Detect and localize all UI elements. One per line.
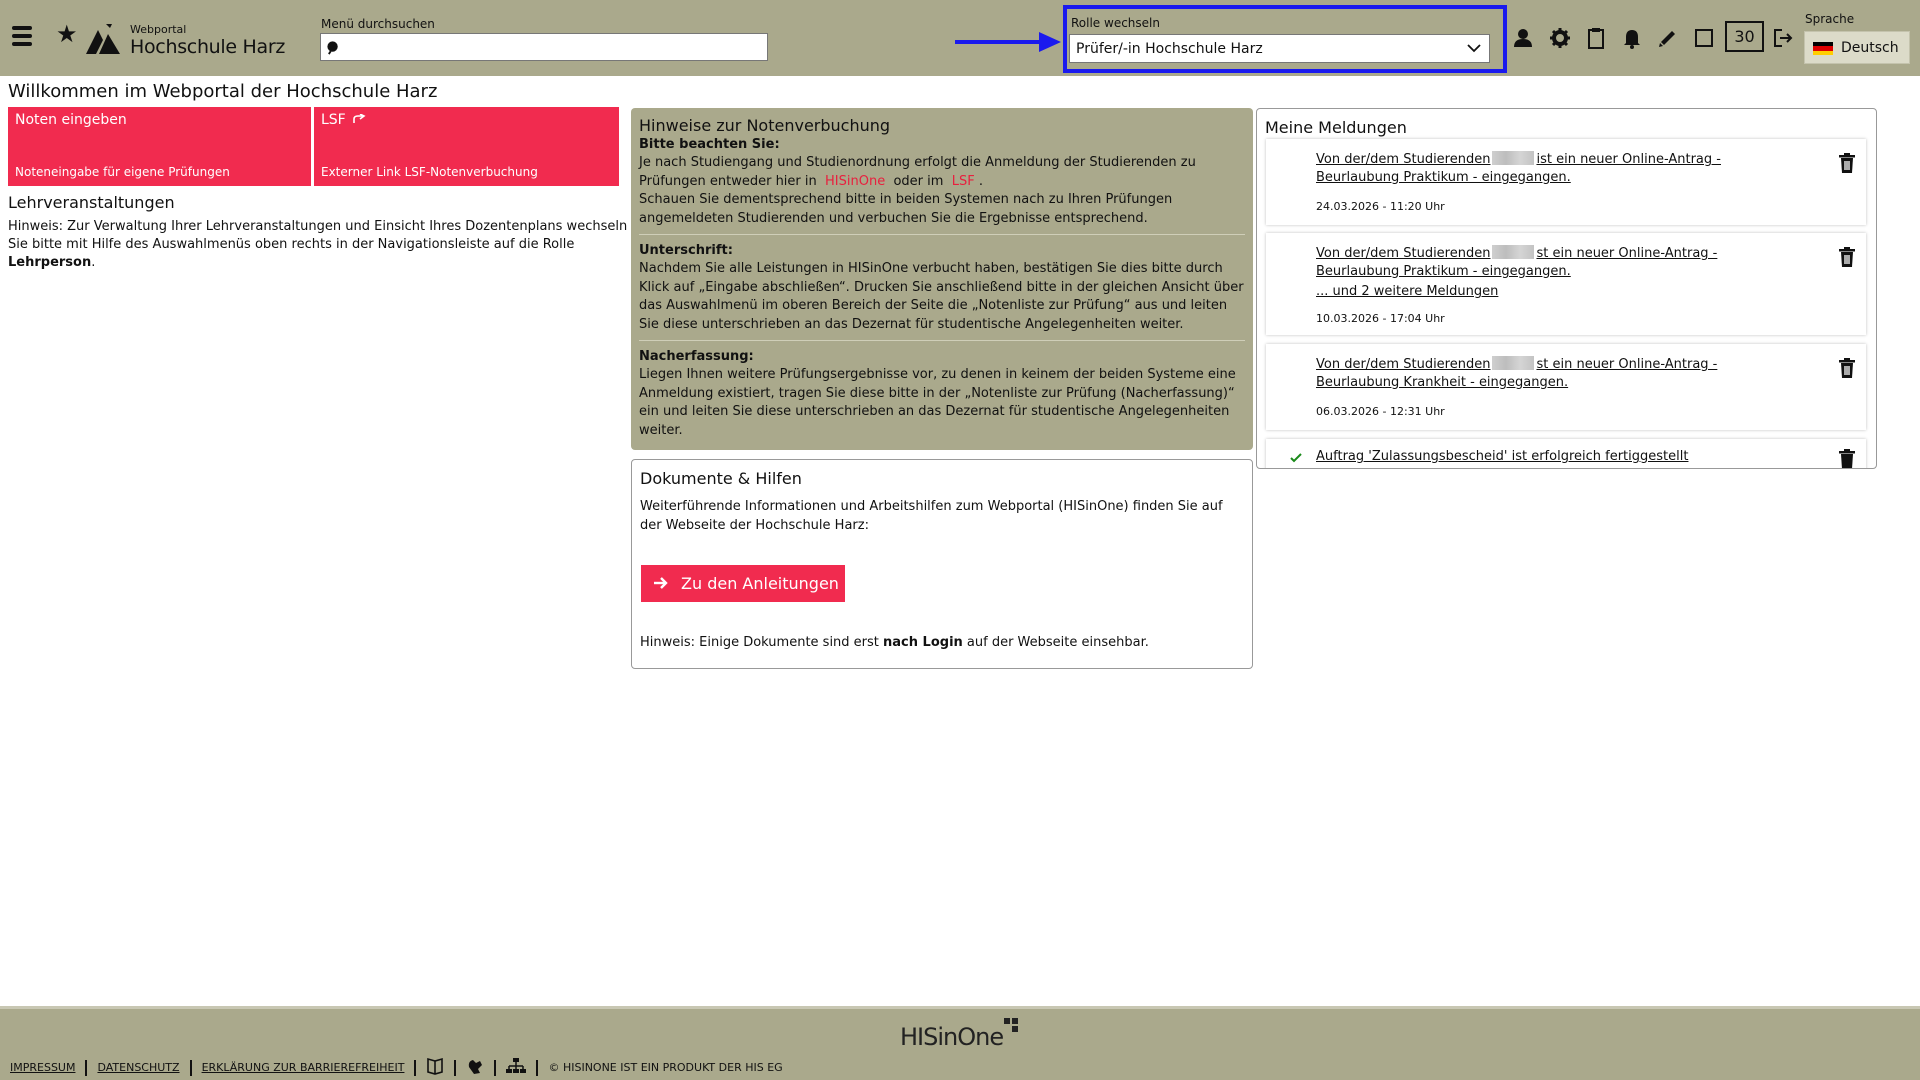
hint-text-end: . [91,255,96,270]
language-button[interactable] [1804,31,1910,64]
role-select-value: Prüfer/-in Hochschule Harz [1076,41,1263,57]
brand-dots-icon [1004,1018,1024,1038]
impressum-link[interactable]: IMPRESSUM [10,1061,76,1074]
message-text-a: Von der/dem Studierenden [1316,152,1491,167]
separator [85,1060,87,1076]
footer [0,1006,1920,1080]
bell-icon[interactable] [1621,27,1643,49]
search-icon [326,40,341,55]
docs-note-post: auf der Webseite einsehbar. [962,635,1149,650]
tile-noten-eingeben[interactable] [8,107,311,186]
search-box[interactable] [320,33,768,61]
tile-lsf[interactable] [314,107,619,186]
language-label: Sprache [1805,12,1855,26]
docs-note-pre: Hinweis: Einige Dokumente sind erst [640,635,884,650]
notes-s1-text-c: . [978,173,983,189]
separator [190,1060,192,1076]
arrow-right-icon [653,576,669,590]
message-date: 06.03.2026 - 12:31 Uhr [1316,405,1445,418]
footer-brand: HISinOne [900,1023,1004,1051]
message-text-b: st ein neuer Online-Antrag - Beurlaubung Krankheit - eingegangen. [1316,357,1718,390]
notes-s1-text [639,154,1245,228]
lehrveranstaltungen-title: Lehrveranstaltungen [8,193,175,212]
message-link[interactable] [1316,151,1786,187]
message-text-b: st ein neuer Online-Antrag - Beurlaubung Praktikum - eingegangen. [1316,246,1718,279]
message-date: 10.03.2026 - 17:04 Uhr [1316,312,1445,325]
hint-text-role: Lehrperson [8,255,92,270]
separator [414,1060,416,1076]
trash-icon[interactable] [1838,247,1856,267]
docs-note [640,635,1149,650]
hisinone-link[interactable]: HISinOne [825,173,886,189]
pencil-icon[interactable] [1657,27,1679,49]
logo[interactable] [86,22,286,56]
separator [536,1060,538,1076]
tile-subtitle: Noteneingabe für eigene Prüfungen [15,165,230,179]
lehrveranstaltungen-hint [8,218,632,272]
logo-big-text: Hochschule Harz [130,36,286,58]
message-text-b: ist ein neuer Online-Antrag - Beurlaubung Praktikum - eingegangen. [1316,152,1721,185]
tile-title-wrap [321,112,366,128]
notes-s1-text-b: oder im [893,173,944,189]
docs-panel [631,459,1253,669]
hint-text-part: Hinweis: Zur Verwaltung Ihrer Lehrveranstaltungen und Einsicht Ihres Dozentenplans wechseln Sie bitte mit Hilfe des Auswahlmenüs oben rechts in der Navigationsleiste auf die Rolle [8,219,628,252]
trash-icon[interactable] [1838,358,1856,378]
gear-icon[interactable] [1549,27,1571,49]
message-item [1266,344,1866,430]
trash-icon[interactable] [1838,449,1856,469]
message-item [1266,233,1866,335]
anleitungen-button-label: Zu den Anleitungen [681,574,839,593]
session-counter[interactable]: 30 [1725,21,1764,52]
copyright-text: © HISINONE IST EIN PRODUKT DER HIS EG [548,1061,783,1074]
notes-s1-text-a: Je nach Studiengang und Studienordnung erfolgt die Anmeldung der Studierenden zu Prüfungen entweder hier in [639,155,1196,189]
check-icon [1290,453,1302,463]
notes-panel-title: Hinweise zur Notenverbuchung [639,116,891,135]
user-icon[interactable] [1512,27,1534,49]
anleitungen-button[interactable] [641,565,845,602]
docs-note-bold: nach Login [883,635,963,650]
annotation-arrow-icon [953,30,1063,54]
message-date: 24.03.2026 - 11:20 Uhr [1316,200,1445,213]
role-label: Rolle wechseln [1071,16,1160,30]
sitemap-icon[interactable] [506,1057,526,1078]
messages-panel-title: Meine Meldungen [1265,118,1407,137]
header-bar [0,0,1920,76]
more-messages-link[interactable]: ... und 2 weitere Meldungen [1316,284,1499,299]
chevron-down-icon [1467,43,1481,53]
window-icon[interactable] [1693,27,1715,49]
message-link[interactable] [1316,356,1786,392]
notes-s3-text: Liegen Ihnen weitere Prüfungsergebnisse vor, zu denen in keinem der beiden Systeme eine Anmeldung existiert, tragen Sie diese bitte in der „Notenliste zur Prüfung (Nacherfassung)“ ein und leiten Sie diese unterschrieben an das Dezernat für studentische Angelegenheiten weiter. [639,367,1236,438]
logo-mark-icon [86,24,126,54]
role-select[interactable] [1069,34,1490,63]
message-text-a: Von der/dem Studierenden [1316,357,1491,372]
message-text-a: Von der/dem Studierenden [1316,246,1491,261]
tile-title: Noten eingeben [15,112,127,128]
notes-s2-text: Nachdem Sie alle Leistungen in HISinOne verbucht haben, bestätigen Sie dies bitte durch Klick auf „Eingabe abschließen“. Drucken Sie anschließend bitte in der gleichen Ansicht über das Auswahlmenü im oberen Bereich der Seite die „Notenliste zur Prüfung“ aus und leiten Sie diese unterschrieben an das Dezernat für studentische Angelegenheiten weiter. [639,261,1244,332]
tile-subtitle: Externer Link LSF-Notenverbuchung [321,165,538,179]
notes-s1-text-d: Schauen Sie dementsprechend bitte in beiden Systemen nach zu Ihren Prüfungen angemeldeten Studierenden und verbuchen Sie die Ergebnisse entsprechend. [639,192,1173,226]
messages-panel [1256,108,1877,469]
redacted-name [1492,356,1534,370]
tile-title: LSF [321,112,346,128]
page-title: Willkommen im Webportal der Hochschule Harz [8,81,438,102]
sign-language-icon[interactable] [466,1057,484,1078]
clipboard-icon[interactable] [1585,27,1607,49]
docs-panel-title: Dokumente & Hilfen [640,469,802,488]
separator [494,1060,496,1076]
message-item [1266,139,1866,225]
datenschutz-link[interactable]: DATENSCHUTZ [97,1061,180,1074]
footer-links [10,1057,783,1078]
notes-s3-title: Nacherfassung: [639,349,754,364]
trash-icon[interactable] [1838,153,1856,173]
menu-icon[interactable] [12,26,32,46]
redacted-name [1492,151,1534,165]
notes-s2-title: Unterschrift: [639,243,733,258]
divider [639,340,1245,341]
search-label: Menü durchsuchen [321,17,435,31]
language-value: Deutsch [1841,40,1899,56]
book-icon[interactable] [426,1057,444,1078]
message-link[interactable] [1316,245,1786,281]
redacted-name [1492,245,1534,259]
logout-icon[interactable] [1772,27,1794,49]
notes-panel [631,108,1253,450]
message-item [1266,439,1866,469]
docs-intro: Weiterführende Informationen und Arbeitshilfen zum Webportal (HISinOne) finden Sie auf der Webseite der Hochschule Harz: [640,499,1223,533]
barrierefreiheit-link[interactable]: ERKLÄRUNG ZUR BARRIEREFREIHEIT [201,1061,405,1074]
message-link[interactable]: Auftrag 'Zulassungsbescheid' ist erfolgreich fertiggestellt [1316,449,1689,464]
notes-s1-title: Bitte beachten Sie: [639,137,780,152]
search-input[interactable] [345,36,763,58]
separator [454,1060,456,1076]
lsf-link[interactable]: LSF [951,173,975,189]
external-link-icon [352,114,366,124]
german-flag-icon [1813,42,1833,55]
logo-small-text: Webportal [130,23,187,36]
divider [639,234,1245,235]
star-icon[interactable]: ★ [56,20,78,48]
